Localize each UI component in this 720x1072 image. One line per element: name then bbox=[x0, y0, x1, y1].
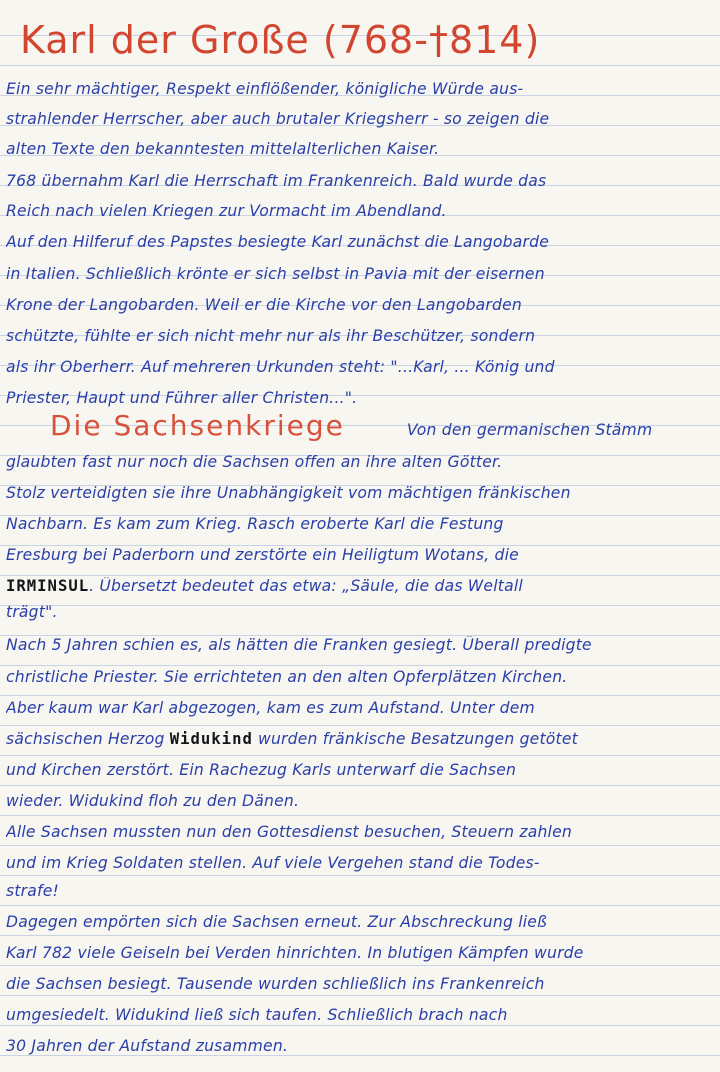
irminsul-tail: . Übersetzt bedeutet das etwa: „Säule, die das Weltall bbox=[89, 577, 523, 595]
text-line: Auf den Hilferuf des Papstes besiegte Karl zunächst die Langobarde bbox=[6, 233, 549, 251]
text-line: Eresburg bei Paderborn und zerstörte ein Heiligtum Wotans, die bbox=[6, 546, 519, 564]
text-line bbox=[6, 577, 718, 595]
text-line: die Sachsen besiegt. Tausende wurden schließlich ins Frankenreich bbox=[6, 975, 545, 993]
text-line: Karl 782 viele Geiseln bei Verden hinrichten. In blutigen Kämpfen wurde bbox=[6, 944, 584, 962]
text-line: strahlender Herrscher, aber auch brutaler Kriegsherr - so zeigen die bbox=[6, 110, 550, 128]
text-line: Alle Sachsen mussten nun den Gottesdienst besuchen, Steuern zahlen bbox=[6, 823, 572, 841]
text-line: Ein sehr mächtiger, Respekt einflößender, königliche Würde aus- bbox=[6, 80, 524, 98]
text-line: christliche Priester. Sie errichteten an den alten Opferplätzen Kirchen. bbox=[6, 668, 568, 686]
text-line bbox=[6, 730, 718, 748]
section-heading-tail: Von den germanischen Stämm bbox=[406, 421, 653, 439]
widukind-post: wurden fränkische Besatzungen getötet bbox=[252, 730, 578, 748]
text-line: als ihr Oberherr. Auf mehreren Urkunden steht: "...Karl, ... König und bbox=[6, 358, 555, 376]
text-line: alten Texte den bekanntesten mittelalterlichen Kaiser. bbox=[6, 140, 440, 158]
text-line: Priester, Haupt und Führer aller Christen...". bbox=[6, 389, 358, 407]
text-line: schützte, fühlte er sich nicht mehr nur als ihr Beschützer, sondern bbox=[6, 327, 536, 345]
widukind-word: Widukind bbox=[169, 730, 253, 748]
text-line: in Italien. Schließlich krönte er sich selbst in Pavia mit der eisernen bbox=[6, 265, 545, 283]
text-line: umgesiedelt. Widukind ließ sich taufen. Schließlich brach nach bbox=[6, 1006, 508, 1024]
text-line: Dagegen empörten sich die Sachsen erneut. Zur Abschreckung ließ bbox=[6, 913, 548, 931]
text-line: 768 übernahm Karl die Herrschaft im Frankenreich. Bald wurde das bbox=[6, 172, 547, 190]
text-line: trägt". bbox=[6, 603, 58, 621]
text-line: Nach 5 Jahren schien es, als hätten die Franken gesiegt. Überall predigte bbox=[6, 636, 592, 654]
text-line: Reich nach vielen Kriegen zur Vormacht im Abendland. bbox=[6, 202, 447, 220]
text-line: 30 Jahren der Aufstand zusammen. bbox=[6, 1037, 289, 1055]
text-line: Aber kaum war Karl abgezogen, kam es zum Aufstand. Unter dem bbox=[6, 699, 535, 717]
text-line: und Kirchen zerstört. Ein Rachezug Karls unterwarf die Sachsen bbox=[6, 761, 517, 779]
section-heading: Die Sachsenkriege bbox=[50, 409, 345, 442]
irminsul-word: IRMINSUL bbox=[6, 577, 90, 595]
text-line: strafe! bbox=[6, 882, 59, 900]
text-line: wieder. Widukind floh zu den Dänen. bbox=[6, 792, 300, 810]
section-heading-line bbox=[6, 406, 718, 450]
widukind-pre: sächsischen Herzog bbox=[6, 730, 170, 748]
text-line: Nachbarn. Es kam zum Krieg. Rasch eroberte Karl die Festung bbox=[6, 515, 504, 533]
text-line: Krone der Langobarden. Weil er die Kirche vor den Langobarden bbox=[6, 296, 523, 314]
text-line: und im Krieg Soldaten stellen. Auf viele Vergehen stand die Todes- bbox=[6, 854, 540, 872]
text-line: Stolz verteidigten sie ihre Unabhängigkeit vom mächtigen fränkischen bbox=[6, 484, 571, 502]
page-title: Karl der Große (768-†814) bbox=[20, 18, 541, 62]
text-line: glaubten fast nur noch die Sachsen offen an ihre alten Götter. bbox=[6, 453, 503, 471]
